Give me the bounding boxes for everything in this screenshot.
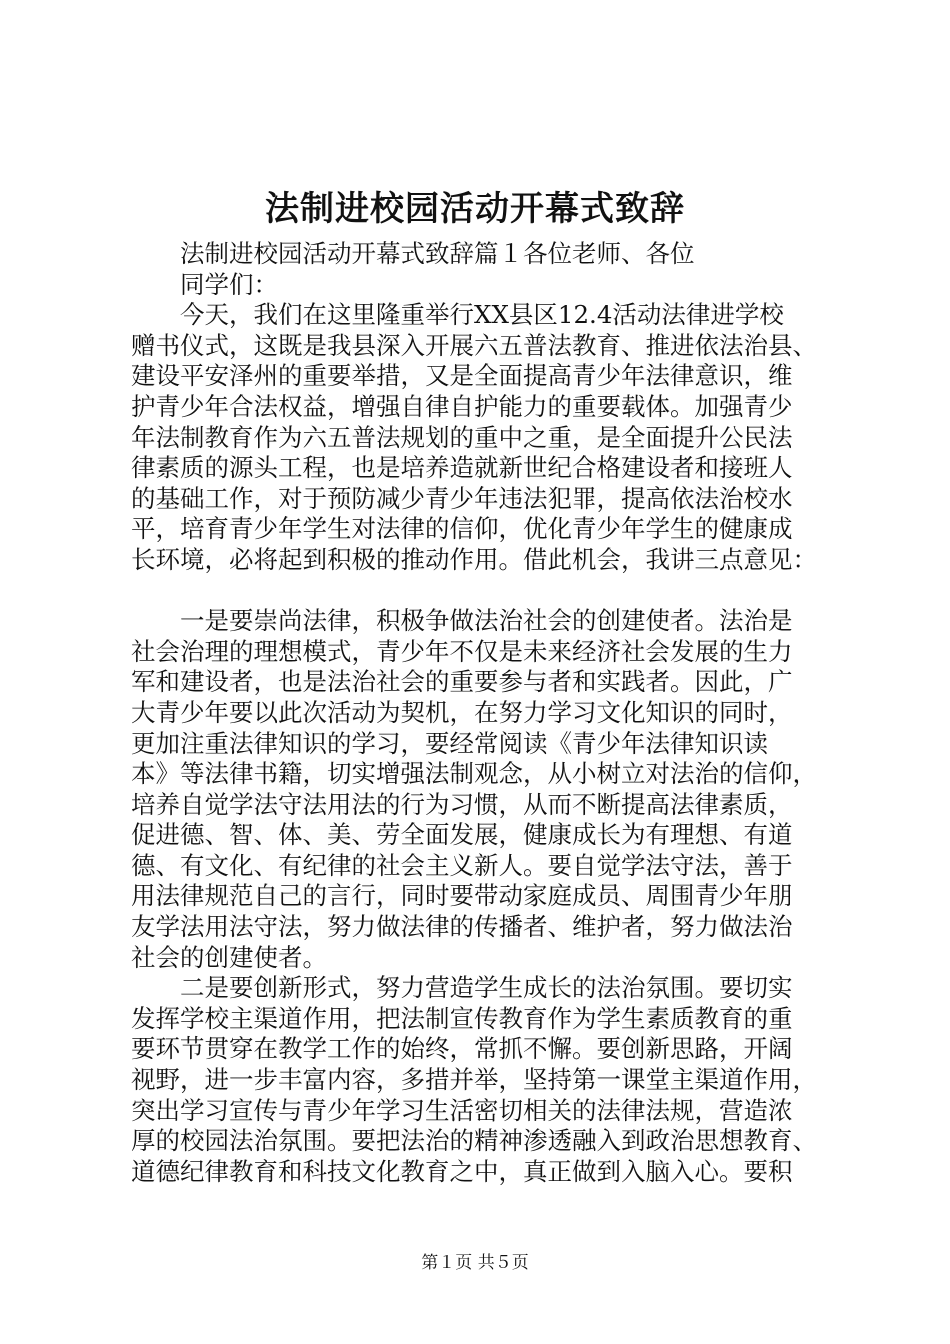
body-line: 道德纪律教育和科技文化教育之中，真正做到入脑入心。要积 [131, 1156, 793, 1186]
body-line: 律素质的源头工程，也是培养造就新世纪合格建设者和接班人 [131, 453, 793, 483]
body-line: 本》等法律书籍，切实增强法制观念，从小树立对法治的信仰， [131, 759, 817, 789]
document-title: 法制进校园活动开幕式致辞 [265, 189, 685, 229]
body-line: 的基础工作，对于预防减少青少年违法犯罪，提高依法治校水 [131, 483, 793, 513]
body-line: 培养自觉学法守法用法的行为习惯，从而不断提高法律素质， [131, 789, 793, 819]
body-line: 军和建设者，也是法治社会的重要参与者和实践者。因此，广 [131, 667, 793, 697]
body-line: 平，培育青少年学生对法律的信仰，优化青少年学生的健康成 [131, 514, 793, 544]
body-line: 赠书仪式，这既是我县深入开展六五普法教育、推进依法治县、 [131, 330, 817, 360]
body-line: 大青少年要以此次活动为契机，在努力学习文化知识的同时， [131, 697, 793, 727]
body-line: 年法制教育作为六五普法规划的重中之重，是全面提升公民法 [131, 422, 793, 452]
page-number: 第１页 共５页 [421, 1253, 529, 1273]
body-line: 德、有文化、有纪律的社会主义新人。要自觉学法守法，善于 [131, 850, 793, 880]
body-line: 促进德、智、体、美、劳全面发展，健康成长为有理想、有道 [131, 820, 793, 850]
body-line: 同学们： [180, 269, 278, 299]
body-line: 二是要创新形式，努力营造学生成长的法治氛围。要切实 [180, 973, 793, 1003]
body-line: 要环节贯穿在教学工作的始终，常抓不懈。要创新思路，开阔 [131, 1034, 793, 1064]
body-line: 厚的校园法治氛围。要把法治的精神渗透融入到政治思想教育、 [131, 1126, 817, 1156]
body-line: 今天，我们在这里隆重举行XX县区12.4活动法律进学校 [180, 300, 784, 330]
document-body [131, 239, 831, 1187]
body-line: 一是要崇尚法律，积极争做法治社会的创建使者。法治是 [180, 606, 793, 636]
body-line: 更加注重法律知识的学习，要经常阅读《青少年法律知识读 [131, 728, 768, 758]
body-line: 视野，进一步丰富内容，多措并举，坚持第一课堂主渠道作用， [131, 1065, 817, 1095]
body-line: 突出学习宣传与青少年学习生活密切相关的法律法规，营造浓 [131, 1095, 793, 1125]
body-line: 用法律规范自己的言行，同时要带动家庭成员、周围青少年朋 [131, 881, 793, 911]
body-line: 长环境，必将起到积极的推动作用。借此机会，我讲三点意见： [131, 544, 817, 574]
body-line: 法制进校园活动开幕式致辞篇１各位老师、各位 [180, 239, 695, 268]
body-line: 友学法用法守法，努力做法律的传播者、维护者，努力做法治 [131, 912, 793, 942]
body-line: 社会的创建使者。 [131, 942, 327, 972]
paragraph-gap [131, 576, 831, 607]
body-line: 建设平安泽州的重要举措，又是全面提高青少年法律意识，维 [131, 361, 793, 391]
body-line: 发挥学校主渠道作用，把法制宣传教育作为学生素质教育的重 [131, 1003, 793, 1033]
body-line: 社会治理的理想模式，青少年不仅是未来经济社会发展的生力 [131, 636, 793, 666]
body-line: 护青少年合法权益，增强自律自护能力的重要载体。加强青少 [131, 391, 793, 421]
